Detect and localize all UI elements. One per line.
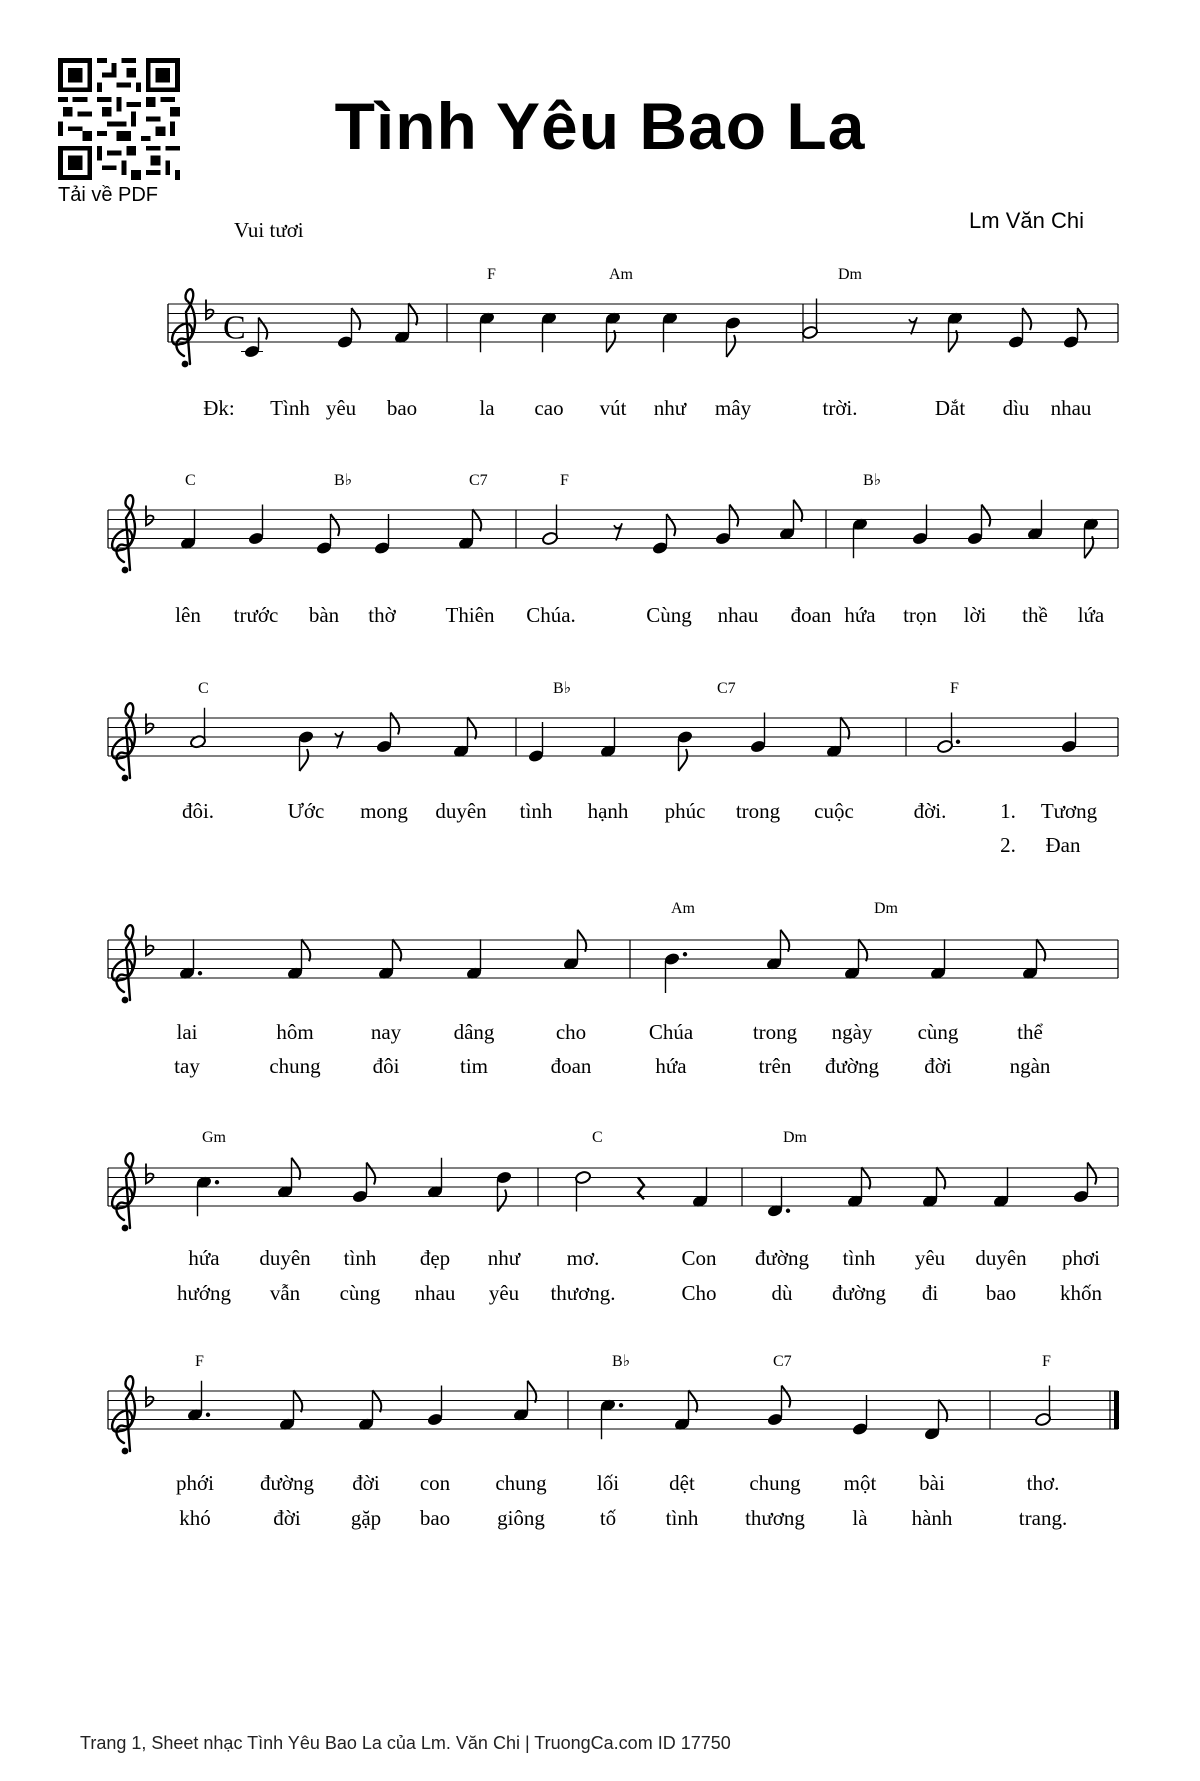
eighth-flag [259,318,268,340]
eighth-flag [982,505,991,527]
final-barline [1114,1391,1119,1429]
lyric-syllable: nhau [414,1281,456,1305]
lyric-syllable: một [843,1471,877,1495]
lyric-syllable: đôi [372,1054,400,1078]
lyric-syllable: Cùng [646,603,692,627]
lyric-syllable: vút [599,396,627,420]
lyric-syllable: Cho [681,1281,717,1305]
eighth-flag [331,514,340,536]
eighth-flag [302,939,311,961]
lyric-syllable: hứa [844,603,876,627]
lyric-syllable: trong [735,799,781,823]
lyric-syllable: đời [924,1054,952,1078]
chord-symbol: B♭ [863,472,882,489]
lyric-syllable: thề [1022,603,1048,627]
lyric-syllable: dù [771,1281,793,1305]
eighth-flag [352,308,361,330]
song-title: Tình Yêu Bao La [334,89,866,163]
eighth-flag [939,1400,948,1422]
eighth-flag [679,749,688,771]
eighth-flag [373,1390,382,1412]
treble-clef-icon [112,1376,135,1451]
flat-key-signature-icon [206,300,213,320]
eighth-flag [607,330,616,352]
eighth-flag [498,1190,507,1212]
lyric-syllable: vẫn [269,1281,301,1305]
staff-system [108,472,1118,627]
eighth-flag [1088,1163,1097,1185]
chord-symbol: C7 [469,472,488,489]
lyric-syllable: gặp [350,1506,382,1530]
eighth-flag [937,1167,946,1189]
chord-symbol: C [592,1129,603,1146]
lyric-syllable: đoan [550,1054,592,1078]
lyric-syllable: thờ [368,603,396,627]
chord-symbol: B♭ [612,1353,631,1370]
eighth-flag [782,1386,791,1408]
lyric-syllable: mơ. [566,1246,600,1270]
lyric-syllable: Tình [270,396,310,420]
chord-symbol: C7 [773,1353,792,1370]
chord-symbol: B♭ [334,472,353,489]
augmentation-dot [683,952,687,956]
staff-system [108,680,1118,857]
lyric-syllable: trời. [822,396,858,420]
treble-clef-icon [112,1153,135,1228]
lyric-syllable: đôi. [181,799,215,823]
lyric-syllable: yêu [488,1281,520,1305]
tempo-marking: Vui tươi [234,218,304,242]
eighth-rest-icon [909,317,917,334]
eighth-flag [949,330,958,352]
lyric-syllable: 2. [1000,833,1016,857]
lyric-syllable: trong [752,1020,798,1044]
eighth-flag [367,1163,376,1185]
flat-key-signature-icon [146,1164,153,1184]
composer-name: Lm Văn Chi [969,208,1084,233]
lyric-syllable: cùng [339,1281,381,1305]
chord-symbol: Am [609,266,633,283]
chord-symbol: B♭ [553,680,572,697]
chord-symbol: F [195,1353,204,1370]
lyric-syllable: dâng [453,1020,495,1044]
lyric-syllable: đường [825,1054,879,1078]
treble-clef-icon [112,925,135,1000]
time-signature: C [223,309,246,347]
chord-symbol: C [198,680,209,697]
lyric-syllable: Dắt [934,396,966,420]
lyric-syllable: thương. [550,1281,616,1305]
lyric-syllable: la [479,396,495,420]
lyric-syllable: tố [599,1506,617,1530]
lyric-syllable: khó [179,1506,211,1530]
lyric-syllable: nhau [1050,396,1092,420]
lyric-syllable: nay [370,1020,402,1044]
lyric-syllable: bao [985,1281,1017,1305]
lyric-syllable: tình [519,799,553,823]
lyric-syllable: đời. [913,799,947,823]
lyric-syllable: như [487,1246,521,1270]
flat-key-signature-icon [146,714,153,734]
staff-system [108,1129,1118,1305]
chord-symbol: Dm [783,1129,807,1146]
eighth-flag [727,335,736,357]
lyric-syllable: tay [174,1054,200,1078]
eighth-flag [862,1167,871,1189]
augmentation-dot [786,1209,790,1213]
lyric-syllable: yêu [325,396,357,420]
eighth-flag [300,749,309,771]
lyric-syllable: con [419,1471,451,1495]
eighth-flag [292,1158,301,1180]
lyric-syllable: lời [963,603,987,627]
download-pdf-link[interactable]: Tải về PDF [58,184,159,206]
lyric-syllable: cuộc [814,799,854,823]
lyric-syllable: trang. [1018,1506,1068,1530]
lyric-syllable: Con [681,1246,717,1270]
lyric-syllable: đời [352,1471,380,1495]
lyric-syllable: phới [176,1471,214,1495]
lyric-syllable: trọn [903,603,937,627]
chord-symbol: F [487,266,496,283]
chord-symbol: C [185,472,196,489]
augmentation-dot [198,971,202,975]
lyric-syllable: thể [1017,1020,1043,1044]
lyric-syllable: bao [419,1506,451,1530]
eighth-rest-icon [335,731,343,748]
eighth-flag [859,939,868,961]
lyric-syllable: cho [555,1020,587,1044]
chord-symbol: Gm [202,1129,226,1146]
eighth-flag [667,514,676,536]
lyric-syllable: phúc [664,799,706,823]
lyric-syllable: đẹp [419,1246,451,1270]
lyric-syllable: lứa [1077,603,1105,627]
lyric-syllable: hành [911,1506,953,1530]
eighth-flag [794,500,803,522]
chord-symbol: Dm [838,266,862,283]
lyric-syllable: duyên [975,1246,1027,1270]
lyric-syllable: đường [832,1281,886,1305]
eighth-flag [578,930,587,952]
lyric-syllable: đoan [790,603,832,627]
treble-clef-icon [112,495,135,570]
chord-symbol: F [950,680,959,697]
flat-key-signature-icon [146,936,153,956]
lyric-syllable: cao [534,396,564,420]
lyric-syllable: như [653,396,687,420]
lyric-syllable: cùng [917,1020,959,1044]
lyric-syllable: ngày [831,1020,873,1044]
eighth-flag [730,505,739,527]
lyric-syllable: đời [273,1506,301,1530]
lyric-syllable: bao [386,396,418,420]
lyric-syllable: Thiên [445,603,495,627]
lyric-syllable: giông [497,1506,545,1530]
eighth-flag [528,1381,537,1403]
eighth-flag [689,1390,698,1412]
lyric-syllable: lai [176,1020,198,1044]
eighth-flag [391,713,400,735]
lyric-syllable: nhau [717,603,759,627]
lyric-syllable: đường [755,1246,809,1270]
lyric-syllable: hứa [188,1246,220,1270]
lyric-syllable: yêu [914,1246,946,1270]
lyric-syllable: Chúa. [526,603,576,627]
lyric-syllable: dìu [1002,396,1030,420]
lyric-syllable: chung [749,1471,801,1495]
eighth-flag [781,930,790,952]
augmentation-dot [215,1180,219,1184]
eighth-flag [468,717,477,739]
lyric-syllable: lối [596,1471,620,1495]
treble-clef-icon [112,703,135,778]
eighth-flag [1023,308,1032,330]
lyric-syllable: đi [921,1281,939,1305]
lyric-syllable: hôm [276,1020,314,1044]
lyric-syllable: tình [343,1246,377,1270]
lyric-syllable: đường [260,1471,314,1495]
eighth-rest-icon [614,523,622,540]
lyric-syllable: tim [459,1054,489,1078]
augmentation-dot [206,1413,210,1417]
lyric-syllable: chung [269,1054,321,1078]
flat-key-signature-icon [146,506,153,526]
chord-symbol: C7 [717,680,736,697]
lyric-syllable: Tương [1040,799,1098,823]
lyric-syllable: khốn [1060,1281,1102,1305]
lyric-syllable: dệt [669,1471,695,1495]
eighth-flag [294,1390,303,1412]
lyric-syllable: Ước [287,799,325,823]
lyric-syllable: tình [842,1246,876,1270]
lyric-syllable: Đk: [203,396,235,420]
lyric-syllable: tình [665,1506,699,1530]
lyric-syllable: Đan [1045,833,1081,857]
staff-system [108,900,1118,1078]
staff-system [108,1353,1119,1530]
lyric-syllable: duyên [435,799,487,823]
eighth-flag [409,303,418,325]
page-footer: Trang 1, Sheet nhạc Tình Yêu Bao La của Lm. Văn Chi | TruongCa.com ID 17750 [80,1733,731,1753]
chord-symbol: Dm [874,900,898,917]
eighth-flag [473,509,482,531]
augmentation-dot [619,1403,623,1407]
lyric-syllable: bàn [308,603,340,627]
lyric-syllable: trước [233,603,279,627]
chord-symbol: Am [671,900,695,917]
lyric-syllable: phơi [1062,1246,1100,1270]
lyric-syllable: hướng [177,1281,231,1305]
lyric-syllable: chung [495,1471,547,1495]
lyric-syllable: 1. [1000,799,1016,823]
lyric-syllable: mây [714,396,752,420]
lyric-syllable: mong [360,799,408,823]
lyric-syllable: hứa [655,1054,687,1078]
lyric-syllable: hạnh [587,799,629,823]
augmentation-dot [956,740,960,744]
chord-symbol: F [560,472,569,489]
eighth-flag [1085,536,1094,558]
lyric-syllable: trên [758,1054,792,1078]
lyric-syllable: ngàn [1009,1054,1051,1078]
eighth-flag [1078,308,1087,330]
lyric-syllable: là [852,1506,868,1530]
flat-key-signature-icon [146,1387,153,1407]
treble-clef-icon [172,289,195,364]
eighth-flag [1037,939,1046,961]
lyric-syllable: thơ. [1026,1471,1060,1495]
eighth-flag [841,717,850,739]
lyric-syllable: duyên [259,1246,311,1270]
eighth-flag [393,939,402,961]
lyric-syllable: thương [745,1506,805,1530]
lyric-syllable: bài [919,1471,945,1495]
lyric-syllable: Chúa [648,1020,694,1044]
chord-symbol: F [1042,1353,1051,1370]
staff-system [168,266,1118,420]
lyric-syllable: lên [175,603,201,627]
